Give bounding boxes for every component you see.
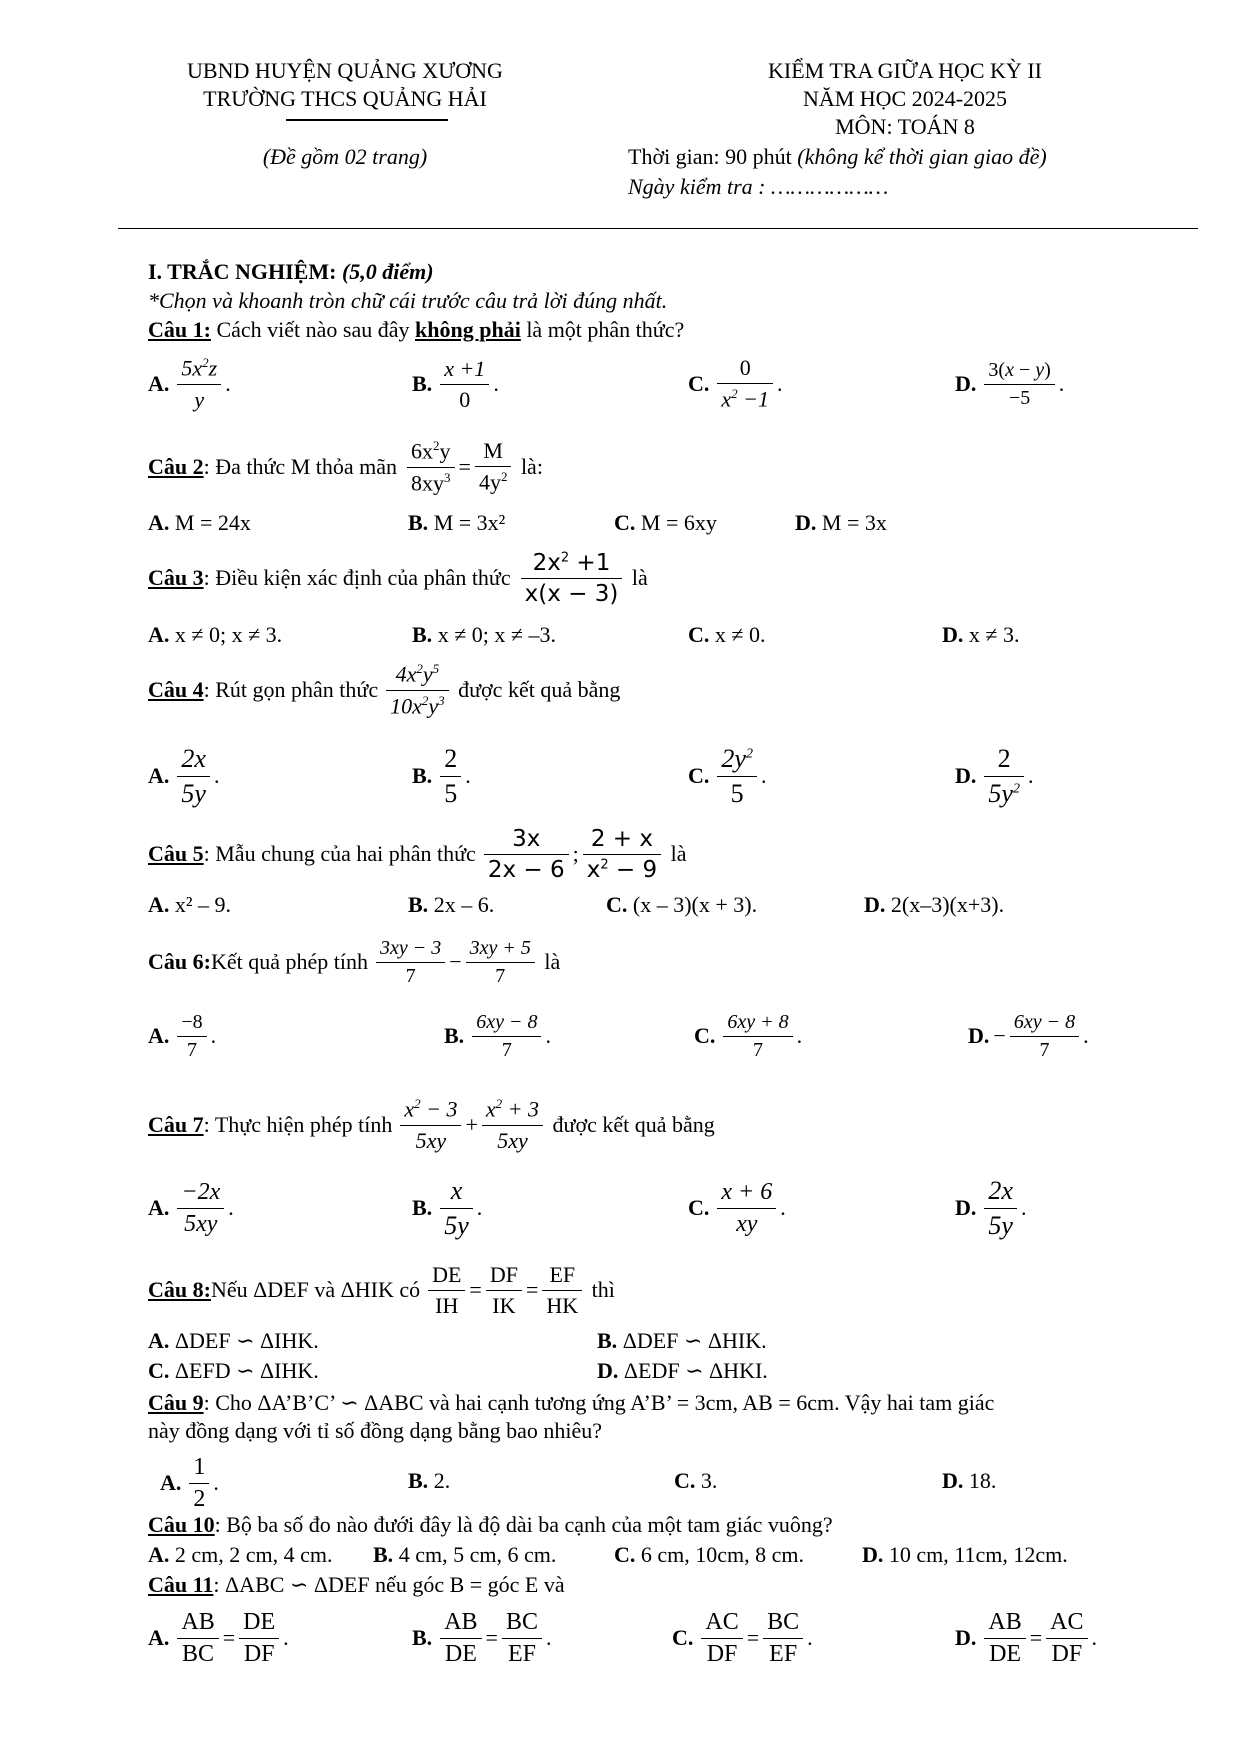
section-instruction: *Chọn và khoanh tròn chữ cái trước câu trả lời đúng nhất. <box>148 288 668 313</box>
page-count: (Đề gồm 02 trang) <box>262 144 428 169</box>
school-name: TRƯỜNG THCS QUẢNG HẢI <box>203 86 487 111</box>
q1-option-b[interactable]: B. $\frac{x +1}{0}$ . <box>412 355 499 412</box>
question-9: Câu 9: Cho ΔA’B’C’ ∽ ΔABC và hai cạnh tương ứng A’B’ = 3cm, AB = 6cm. Vậy hai tam giác <box>148 1390 995 1415</box>
q9-option-c[interactable]: C. 3. <box>674 1468 718 1493</box>
subject: MÔN: TOÁN 8 <box>835 114 975 139</box>
q5-option-c[interactable]: C. (x – 3)(x + 3). <box>606 892 758 917</box>
q11-option-d[interactable]: D. $\frac{AB}{DE}$ = $\frac{AC}{DF}$ . <box>955 1608 1097 1667</box>
q9-option-b[interactable]: B. 2. <box>408 1468 451 1493</box>
header-underline <box>286 119 448 121</box>
q4-option-a[interactable]: A. $\frac{2x}{5y}$ . <box>148 743 220 808</box>
q3-option-c[interactable]: C. x ≠ 0. <box>688 622 766 647</box>
q7-option-a[interactable]: A. $\frac{-2x}{5xy}$ . <box>148 1178 234 1237</box>
q3-option-d[interactable]: D. x ≠ 3. <box>942 622 1020 647</box>
q8-option-d[interactable]: D. ΔEDF ∽ ΔHKI. <box>597 1358 768 1383</box>
q11-option-b[interactable]: B. $\frac{AB}{DE}$ = $\frac{BC}{EF}$ . <box>412 1608 552 1667</box>
q6-option-c[interactable]: C. $\frac{6xy + 8}{7}$ . <box>694 1010 803 1061</box>
q1-option-c[interactable]: C. $\frac{0}{x^2 -1}$ . <box>688 355 783 412</box>
q6-option-b[interactable]: B. $\frac{6xy - 8}{7}$ . <box>444 1010 551 1061</box>
question-8: Câu 8: Nếu ΔDEF và ΔHIK có $\frac{DE}{IH}$ = $\frac{DF}{IK}$ = $\frac{EF}{HK}$ thì <box>148 1261 615 1318</box>
q2-option-c[interactable]: C. M = 6xy <box>614 510 717 535</box>
q8-option-b[interactable]: B. ΔDEF ∽ ΔHIK. <box>597 1328 767 1353</box>
q3-option-a[interactable]: A. x ≠ 0; x ≠ 3. <box>148 622 283 647</box>
question-5: Câu 5 : Mẫu chung của hai phân thức $\frac{3x}{2x - 6}$ ; $\frac{2 + x}{x^2 - 9}$ là <box>148 825 687 883</box>
q2-option-d[interactable]: D. M = 3x <box>795 510 887 535</box>
question-4: Câu 4 : Rút gọn phân thức $\frac{4x^2y^5}{10x^2y^3}$ được kết quả bằng <box>148 661 621 718</box>
question-9-cont: này đồng dạng với tỉ số đồng dạng bằng bao nhiêu? <box>148 1418 602 1443</box>
header-divider <box>118 228 1198 229</box>
school-district: UBND HUYỆN QUẢNG XƯƠNG <box>187 58 503 83</box>
exam-title: KIỂM TRA GIỮA HỌC KỲ II <box>768 58 1042 83</box>
q7-option-c[interactable]: C. $\frac{x + 6}{xy}$ . <box>688 1178 786 1237</box>
q1-option-d[interactable]: D. $\frac{3(x - y)}{-5}$ . <box>955 358 1065 409</box>
q4-option-c[interactable]: C. $\frac{2y^2}{5}$ . <box>688 743 767 808</box>
q5-option-b[interactable]: B. 2x – 6. <box>408 892 495 917</box>
school-year: NĂM HỌC 2024-2025 <box>802 86 1008 111</box>
exam-time: Thời gian: 90 phút (không kể thời gian giao đề) <box>628 144 1047 169</box>
question-6: Câu 6: Kết quả phép tính $\frac{3xy - 3}{7}$ − $\frac{3xy + 5}{7}$ là <box>148 936 561 987</box>
q5-option-d[interactable]: D. 2(x–3)(x+3). <box>864 892 1005 917</box>
question-1: Câu 1: Cách viết nào sau đây không phải là một phân thức? <box>148 317 685 342</box>
question-7: Câu 7 : Thực hiện phép tính $\frac{x^2 - 3}{5xy}$ + $\frac{x^2 + 3}{5xy}$ được kết quả bằng <box>148 1096 715 1153</box>
q4-option-b[interactable]: B. $\frac{2}{5}$ . <box>412 743 471 808</box>
q6-option-a[interactable]: A. $\frac{-8}{7}$ . <box>148 1010 217 1061</box>
section-title: I. TRẮC NGHIỆM: (5,0 điểm) <box>148 259 434 284</box>
q8-option-a[interactable]: A. ΔDEF ∽ ΔIHK. <box>148 1328 319 1353</box>
q5-option-a[interactable]: A. x² – 9. <box>148 892 231 917</box>
q9-option-d[interactable]: D. 18. <box>942 1468 997 1493</box>
question-3: Câu 3 : Điều kiện xác định của phân thức $\frac{2x^2 +1}{x(x - 3)}$ là <box>148 549 648 607</box>
exam-date: Ngày kiểm tra : ……………… <box>628 174 889 199</box>
q10-option-c[interactable]: C. 6 cm, 10cm, 8 cm. <box>614 1542 805 1567</box>
q7-option-b[interactable]: B. $\frac{x}{5y}$ . <box>412 1175 483 1240</box>
question-10: Câu 10: Bộ ba số đo nào đưới đây là độ dài ba cạnh của một tam giác vuông? <box>148 1512 833 1537</box>
question-11: Câu 11: ΔABC ∽ ΔDEF nếu góc B = góc E và <box>148 1572 565 1597</box>
q10-option-b[interactable]: B. 4 cm, 5 cm, 6 cm. <box>373 1542 557 1567</box>
q2-option-b[interactable]: B. M = 3x² <box>408 510 506 535</box>
q2-option-a[interactable]: A. M = 24x <box>148 510 251 535</box>
q6-option-d[interactable]: D. − $\frac{6xy - 8}{7}$ . <box>968 1010 1089 1061</box>
q11-option-a[interactable]: A. $\frac{AB}{BC}$ = $\frac{DE}{DF}$ . <box>148 1608 289 1667</box>
q10-option-d[interactable]: D. 10 cm, 11cm, 12cm. <box>862 1542 1068 1567</box>
q9-option-a[interactable]: A. $\frac{1}{2}$ . <box>160 1453 219 1512</box>
q3-option-b[interactable]: B. x ≠ 0; x ≠ –3. <box>412 622 556 647</box>
q7-option-d[interactable]: D. $\frac{2x}{5y}$ . <box>955 1175 1027 1240</box>
q10-option-a[interactable]: A. 2 cm, 2 cm, 4 cm. <box>148 1542 333 1567</box>
q1-option-a[interactable]: A. $\frac{5x^2z}{y}$ . <box>148 355 231 412</box>
question-2: Câu 2 : Đa thức M thỏa mãn $\frac{6x^2y}{8xy^3}$ = $\frac{M}{4y^2}$ là: <box>148 438 543 495</box>
q11-option-c[interactable]: C. $\frac{AC}{DF}$ = $\frac{BC}{EF}$ . <box>672 1608 813 1667</box>
q8-option-c[interactable]: C. ΔEFD ∽ ΔIHK. <box>148 1358 319 1383</box>
q4-option-d[interactable]: D. $\frac{2}{5y^2}$ . <box>955 743 1034 808</box>
